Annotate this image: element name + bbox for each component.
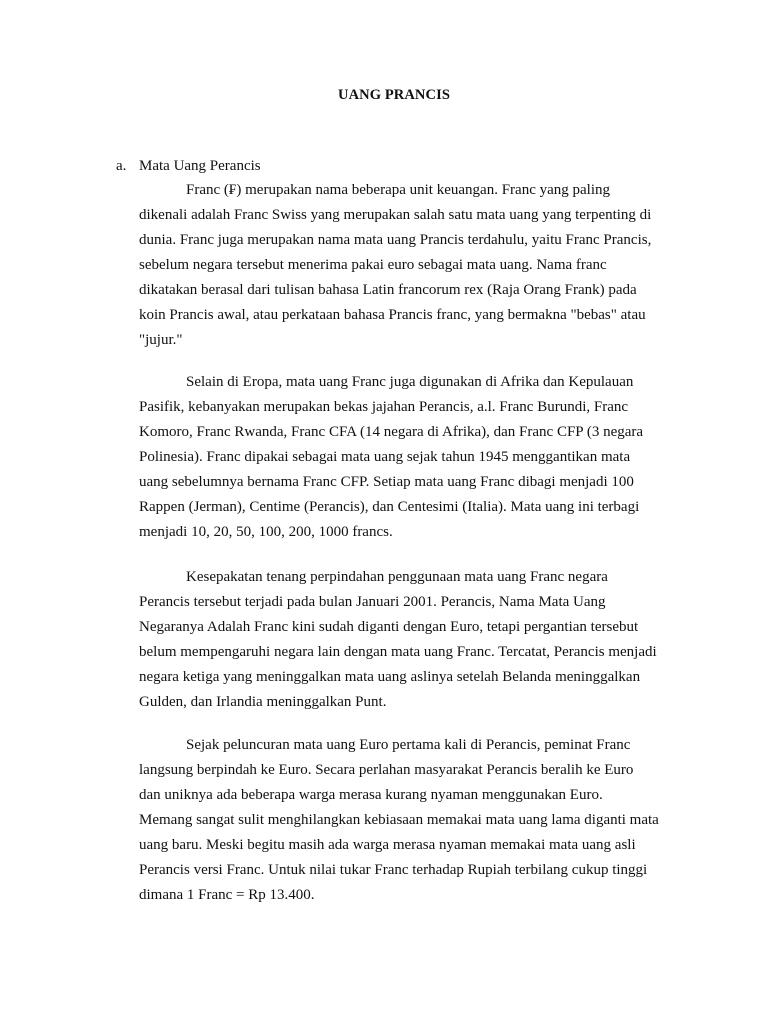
paragraph-line: Kesepakatan tenang perpindahan penggunaan mata uang Franc negara (186, 569, 608, 585)
paragraph-line: dan uniknya ada beberapa warga merasa kurang nyaman menggunakan Euro. (139, 787, 603, 803)
paragraph-line: sebelum negara tersebut menerima pakai euro sebagai mata uang. Nama franc (139, 257, 607, 273)
section-heading-text: Mata Uang Perancis (139, 158, 261, 174)
paragraph-line: koin Prancis awal, atau perkataan bahasa Prancis franc, yang bermakna "bebas" atau (139, 307, 646, 323)
section-heading (116, 156, 261, 176)
paragraph (139, 178, 679, 353)
paragraph-line: Negaranya Adalah Franc kini sudah diganti dengan Euro, tetapi pergantian tersebut (139, 619, 639, 635)
paragraph-line: langsung berpindah ke Euro. Secara perlahan masyarakat Perancis beralih ke Euro (139, 762, 634, 778)
paragraph-line: belum mempengaruhi negara lain dengan mata uang Franc. Tercatat, Perancis menjadi (139, 644, 657, 660)
paragraph-line: dikenali adalah Franc Swiss yang merupakan salah satu mata uang yang terpenting di (139, 207, 652, 223)
paragraph-line: Pasifik, kebanyakan merupakan bekas jajahan Perancis, a.l. Franc Burundi, Franc (139, 399, 629, 415)
paragraph-line: negara ketiga yang meninggalkan mata uang aslinya setelah Belanda meninggalkan (139, 669, 641, 685)
paragraph (139, 565, 679, 715)
paragraph-line: Komoro, Franc Rwanda, Franc CFA (14 negara di Afrika), dan Franc CFP (3 negara (139, 424, 644, 440)
paragraph-line: Polinesia). Franc dipakai sebagai mata uang sejak tahun 1945 menggantikan mata (139, 449, 631, 465)
section-marker: a. (116, 158, 127, 174)
paragraph-line: dikatakan berasal dari tulisan bahasa Latin francorum rex (Raja Orang Frank) pada (139, 282, 637, 298)
paragraph-line: Perancis tersebut terjadi pada bulan Januari 2001. Perancis, Nama Mata Uang (139, 594, 606, 610)
paragraph-line: Rappen (Jerman), Centime (Perancis), dan Centesimi (Italia). Mata uang ini terbagi (139, 499, 640, 515)
paragraph-line: uang sebelumnya bernama Franc CFP. Setiap mata uang Franc dibagi menjadi 100 (139, 474, 634, 490)
paragraph (139, 370, 679, 545)
paragraph-line: Perancis versi Franc. Untuk nilai tukar Franc terhadap Rupiah terbilang cukup tinggi (139, 862, 648, 878)
paragraph-line: Sejak peluncuran mata uang Euro pertama kali di Perancis, peminat Franc (186, 737, 631, 753)
paragraph-line: Gulden, dan Irlandia meninggalkan Punt. (139, 694, 387, 710)
paragraph-line: dimana 1 Franc = Rp 13.400. (139, 887, 315, 903)
paragraph-line: Selain di Eropa, mata uang Franc juga digunakan di Afrika dan Kepulauan (186, 374, 634, 390)
paragraph-line: "jujur." (139, 332, 183, 348)
paragraph-line: menjadi 10, 20, 50, 100, 200, 1000 francs. (139, 524, 393, 540)
paragraph-line: Franc (₣) merupakan nama beberapa unit keuangan. Franc yang paling (186, 182, 610, 198)
paragraph-line: uang baru. Meski begitu masih ada warga merasa nyaman memakai mata uang asli (139, 837, 636, 853)
paragraph-line: Memang sangat sulit menghilangkan kebiasaan memakai mata uang lama diganti mata (139, 812, 659, 828)
paragraph-line: dunia. Franc juga merupakan nama mata uang Prancis terdahulu, yaitu Franc Prancis, (139, 232, 652, 248)
document-title: UANG PRANCIS (338, 87, 450, 103)
paragraph (139, 733, 679, 908)
